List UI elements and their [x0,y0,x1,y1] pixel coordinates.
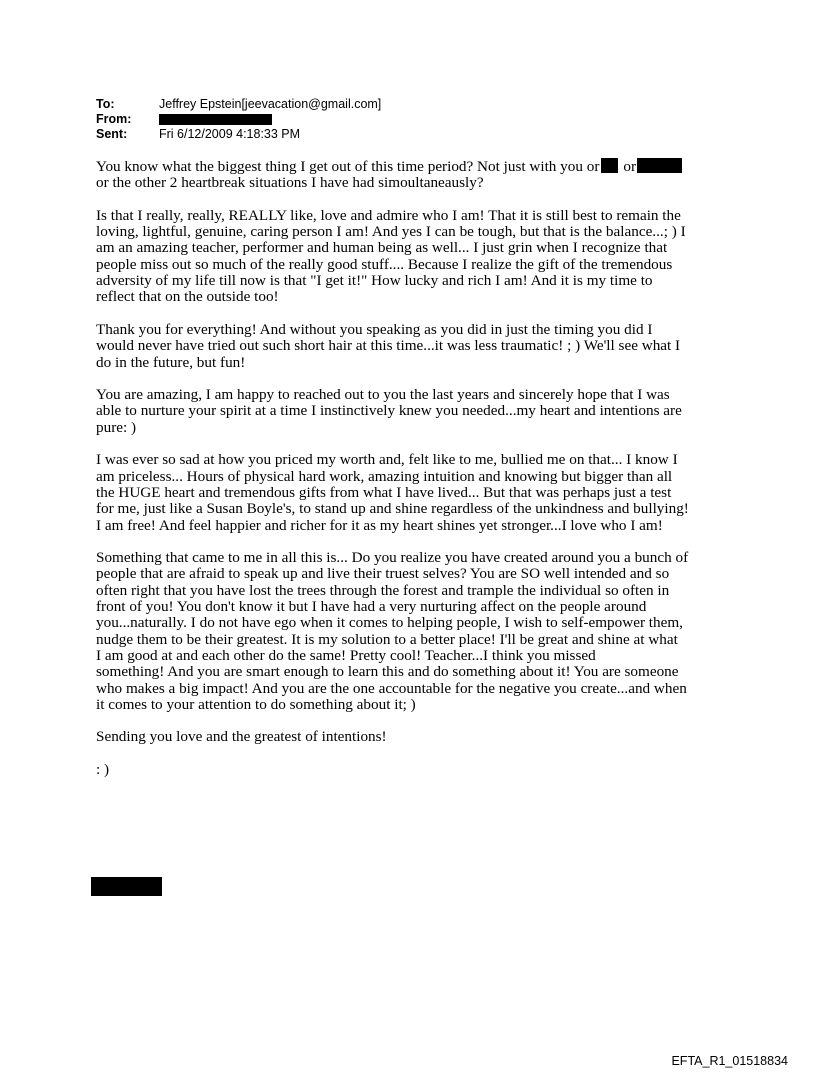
body-line: pure: ) [96,418,137,436]
paragraph-6 [96,550,726,713]
body-line: : ) [96,760,110,778]
sent-value: Fri 6/12/2009 4:18:33 PM [159,127,301,141]
sent-label: Sent: [96,127,128,141]
body-line: do in the future, but fun! [96,353,246,371]
body-line: people miss out so much of the really good stuff.... Because I realize the gift of the tremendous [96,255,673,273]
body-line: able to nurture your spirit at a time I instinctively knew you needed...my heart and intentions are [96,402,682,420]
paragraph-5 [96,452,726,533]
paragraph-3 [96,322,726,371]
body-line: nudge them to be their greatest. It is my solution to a better place! I'll be great and shine at what [96,630,678,648]
body-line: Thank you for everything! And without you speaking as you did in just the timing you did I [96,320,653,338]
paragraph-2 [96,208,726,306]
document-id: EFTA_R1_01518834 [671,1054,788,1068]
body-line: Is that I really, really, REALLY like, love and admire who I am! That it is still best to remain the [96,206,681,224]
body-line: for me, just like a Susan Boyle's, to stand up and shine regardless of the unkindness and bullying! [96,500,689,518]
body-line: reflect that on the outside too! [96,288,279,306]
body-line: or the other 2 heartbreak situations I have had simoultaneausly? [96,174,484,192]
email-header [96,97,381,142]
body-line: something! And you are smart enough to learn this and do something about it! You are someone [96,663,679,681]
from-redaction [159,114,272,125]
body-line: would never have tried out such short hair at this time...it was less traumatic! ; ) We'll see what I [96,337,681,355]
body-line: You are amazing, I am happy to reached out to you the last years and sincerely hope that I was [96,386,670,404]
body-line: adversity of my life till now is that "I get it!" How lucky and rich I am! And it is my time to [96,272,653,290]
to-label: To: [96,97,115,111]
body-line: front of you! You don't know it but I have had a very nurturing affect on the people around [96,598,647,616]
from-label: From: [96,112,132,126]
body-line: am an amazing teacher, performer and human being as well... I just grin when I recognize that [96,239,668,257]
sent-row [96,127,381,142]
paragraph-4 [96,387,726,436]
body-line: often right that you have lost the trees through the forest and trample the individual so often in [96,581,670,599]
inline-redaction [637,158,682,173]
to-row [96,97,381,112]
email-body [96,158,726,795]
body-line: I am good at and each other do the same! Pretty cool! Teacher...I think you missed [96,646,596,664]
body-line: the HUGE heart and tremendous gifts from what I have lived... But that was perhaps just a test [96,483,672,501]
body-line: I was ever so sad at how you priced my worth and, felt like to me, bullied me on that... I know I [96,451,678,469]
to-value: Jeffrey Epstein[jeevacation@gmail.com] [159,97,382,111]
body-line: am priceless... Hours of physical hard work, amazing intuition and knowing but bigger than all [96,467,673,485]
body-line: people that are afraid to speak up and live their truest selves? You are SO well intended and so [96,565,670,583]
paragraph-7 [96,729,726,745]
from-row [96,112,381,127]
body-line: you...naturally. I do not have ego when it comes to helping people, I wish to self-empower them, [96,614,683,632]
body-line: Something that came to me in all this is... Do you realize you have created around you a bunch of [96,549,689,567]
body-line: it comes to your attention to do something about it; ) [96,695,416,713]
paragraph-8 [96,762,726,778]
inline-redaction [601,158,618,173]
paragraph-1 [96,158,726,192]
body-line: who makes a big impact! And you are the one accountable for the negative you create...and when [96,679,687,697]
signature-redaction [91,877,162,896]
body-line: loving, lightful, genuine, caring person I am! And yes I can be tough, but that is the balance...; ) I [96,223,686,241]
body-text: You know what the biggest thing I get out of this time period? Not just with you or [96,158,600,175]
body-line: I am free! And feel happier and richer for it as my heart shines yet stronger...I love who I am! [96,516,663,534]
body-text: or [623,158,637,175]
body-line: Sending you love and the greatest of intentions! [96,728,387,746]
body-line [96,158,726,175]
